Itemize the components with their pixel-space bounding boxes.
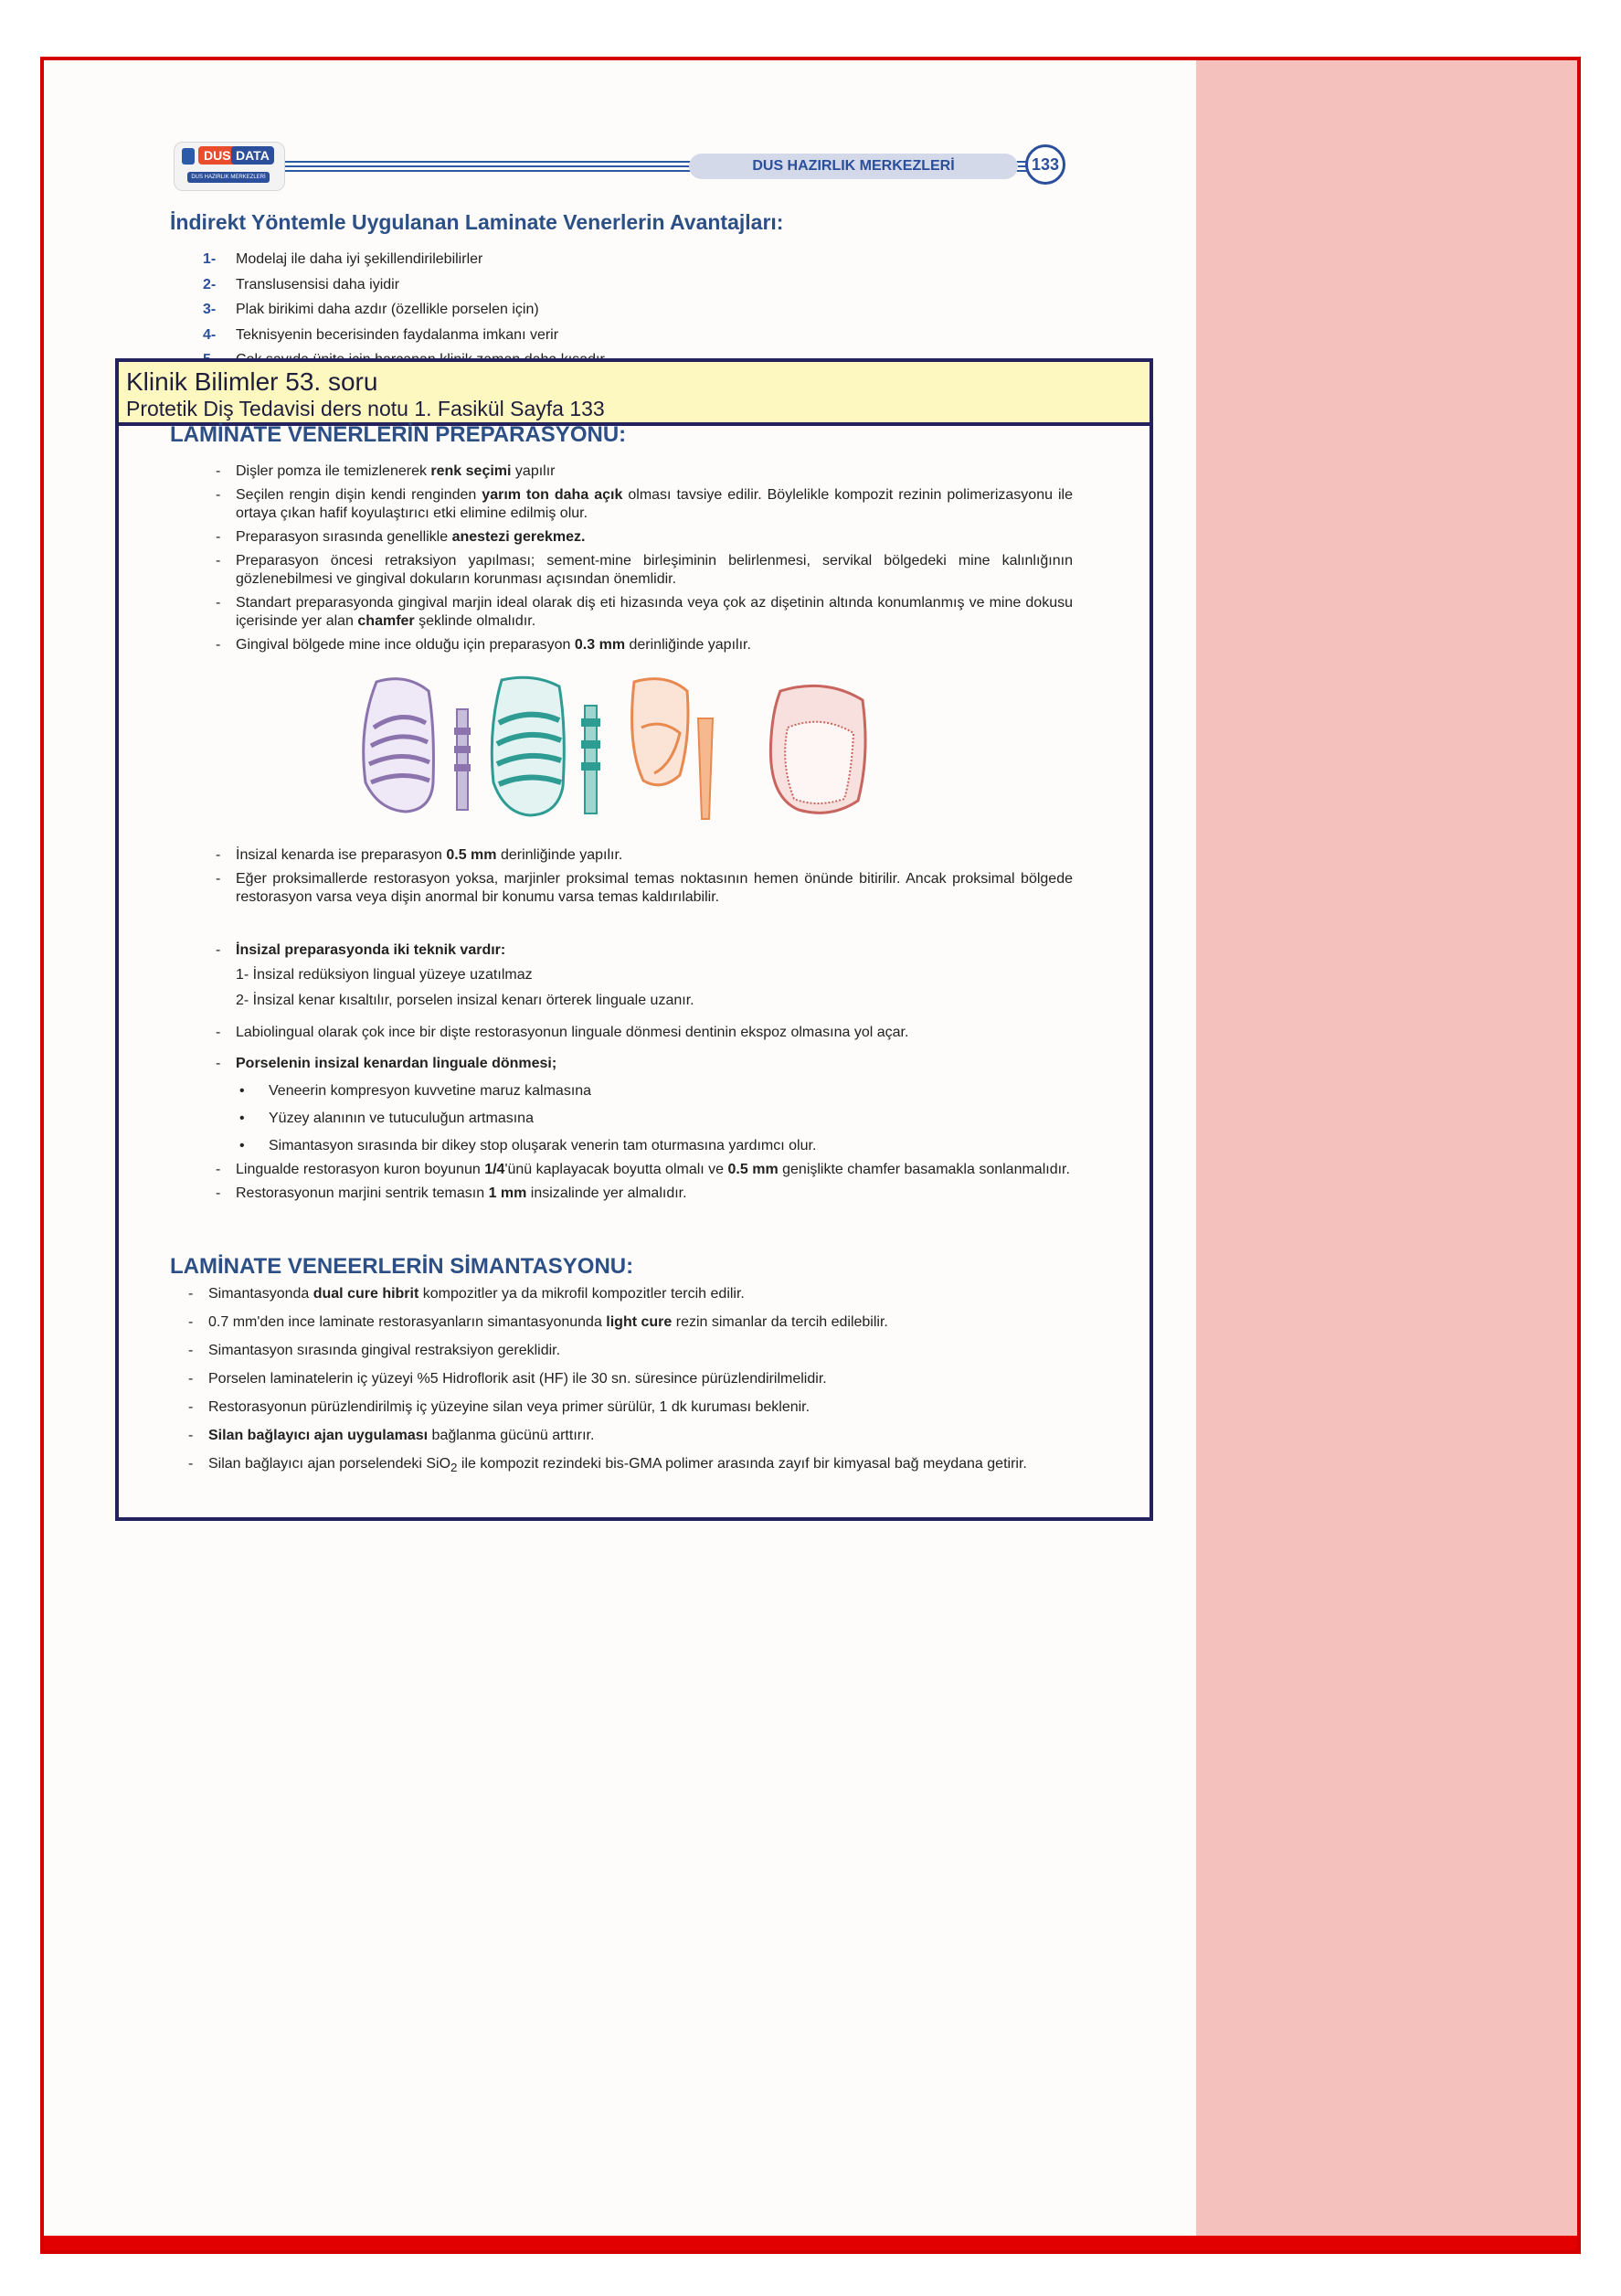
bottom-bar bbox=[44, 2236, 1577, 2250]
text: kompozitler ya da mikrofil kompozitler tercih edilir. bbox=[418, 1286, 745, 1302]
dash-marker: - bbox=[216, 871, 221, 887]
text: derinliğinde yapılır. bbox=[625, 637, 751, 653]
dash-marker: - bbox=[216, 463, 221, 479]
text: 0.7 mm'den ince laminate restorasyanların simantasyonunda bbox=[208, 1314, 607, 1330]
logo-subtitle: DUS HAZIRLIK MERKEZLERİ bbox=[187, 172, 270, 183]
bold-text: 0.3 mm bbox=[574, 637, 626, 653]
text: Simantasyonda bbox=[208, 1286, 313, 1302]
text: yapılır bbox=[511, 463, 556, 479]
bullet-item bbox=[216, 1137, 1073, 1155]
dash-marker: - bbox=[216, 553, 221, 569]
text: genişlikte chamfer basamakla sonlanmalıdır. bbox=[778, 1162, 1070, 1177]
veneer-illustrations bbox=[351, 673, 903, 837]
text: Simantasyon sırasında gingival restraksiyon gereklidir. bbox=[208, 1343, 561, 1358]
text: Seçilen rengin dişin kendi renginden bbox=[236, 487, 482, 503]
text: Preparasyon öncesi retraksiyon yapılması; sement-mine birleşiminin belirlenmesi, servikal bölgedeki mine kalınlığının gözlenebilmesi ve gingival dokuların korunması açısından önemlidir. bbox=[236, 553, 1073, 587]
cementation-title: LAMİNATE VENEERLERİN SİMANTASYONU: bbox=[170, 1254, 634, 1279]
tooth-figure-orange bbox=[632, 679, 713, 819]
list-item bbox=[216, 462, 1073, 481]
text: Restorasyonun pürüzlendirilmiş iç yüzeyine silan veya primer sürülür, 1 dk kuruması beklenir. bbox=[208, 1399, 810, 1415]
porcelain-section bbox=[216, 1055, 1073, 1164]
text: insizalinde yer almalıdır. bbox=[526, 1185, 687, 1201]
text: şeklinde olmalıdır. bbox=[414, 613, 536, 629]
list-item bbox=[188, 1342, 1073, 1360]
dash-marker: - bbox=[216, 637, 221, 653]
bullet-icon: • bbox=[239, 1138, 245, 1153]
note-line-1: Klinik Bilimler 53. soru bbox=[126, 367, 378, 396]
text: Restorasyonun marjini sentrik temasın bbox=[236, 1185, 489, 1201]
text: Lingualde restorasyon kuron boyunun bbox=[236, 1162, 485, 1177]
incisal-technique-1: 1- İnsizal redüksiyon lingual yüzeye uzatılmaz bbox=[236, 967, 533, 983]
tooth-figure-purple bbox=[364, 679, 471, 812]
labiolingual-text: Labiolingual olarak çok ince bir dişte restorasyonun linguale dönmesi dentinin ekspoz olmasına yol açar. bbox=[236, 1025, 909, 1040]
bold-text: 0.5 mm bbox=[446, 847, 497, 863]
side-panel bbox=[1196, 60, 1577, 2250]
text: Silan bağlayıcı ajan porselendeki SiO bbox=[208, 1456, 451, 1472]
note-line-2: Protetik Diş Tedavisi ders notu 1. Fasikül Sayfa 133 bbox=[126, 397, 605, 420]
preparation-list bbox=[216, 462, 1073, 660]
bold-text: yarım ton daha açık bbox=[482, 487, 623, 503]
bullet-item bbox=[216, 1110, 1073, 1128]
preparation-title: LAMİNATE VENERLERİN PREPARASYONU: bbox=[170, 422, 627, 447]
list-item bbox=[216, 528, 1073, 547]
bold-text: dual cure hibrit bbox=[313, 1286, 419, 1302]
dash-marker: - bbox=[188, 1286, 194, 1302]
dus-data-logo bbox=[174, 142, 285, 191]
bullet-icon: • bbox=[239, 1111, 245, 1126]
dash-marker: - bbox=[188, 1428, 194, 1443]
dash-marker: - bbox=[188, 1314, 194, 1330]
list-item bbox=[216, 1185, 1073, 1203]
item-text: Teknisyenin becerisinden faydalanma imkanı verir bbox=[236, 326, 559, 343]
bold-text: chamfer bbox=[357, 613, 415, 629]
bold-text: 1/4 bbox=[484, 1162, 505, 1177]
preparation-list-2 bbox=[216, 846, 1073, 912]
list-item: - Labiolingual olarak çok ince bir dişte restorasyonun linguale dönmesi dentinin ekspoz olmasına yol açar. bbox=[216, 1025, 909, 1040]
list-item bbox=[188, 1313, 1073, 1332]
porcelain-title: Porselenin insizal kenardan linguale dönmesi; bbox=[236, 1056, 557, 1071]
list-item bbox=[188, 1370, 1073, 1388]
item-text: Translusensisi daha iyidir bbox=[236, 276, 400, 292]
item-number: 1- bbox=[203, 251, 217, 267]
subscript: 2 bbox=[450, 1461, 458, 1475]
list-item bbox=[216, 846, 1073, 865]
text: Dişler pomza ile temizlenerek bbox=[236, 463, 431, 479]
text: olması tavsiye edilir. Böylelikle kompozit rezinin polimerizasyonu ile ortaya çıkan hafif koyulaştırıcı etki elimine edilmiş olur. bbox=[236, 487, 1073, 521]
text: Gingival bölgede mine ince olduğu için preparasyon bbox=[236, 637, 575, 653]
advantages-list bbox=[203, 247, 605, 373]
text: Porselen laminatelerin iç yüzeyi %5 Hidroflorik asit (HF) ile 30 sn. süresince pürüzlendirilmelidir. bbox=[208, 1371, 827, 1387]
bold-text: Silan bağlayıcı ajan uygulaması bbox=[208, 1428, 429, 1443]
cementation-list bbox=[188, 1285, 1073, 1487]
text: İnsizal kenarda ise preparasyon bbox=[236, 847, 447, 863]
tooth-icon bbox=[182, 148, 195, 165]
advantage-item bbox=[203, 272, 605, 298]
list-item bbox=[188, 1427, 1073, 1445]
dash-marker: - bbox=[216, 847, 221, 863]
item-number: 4- bbox=[203, 326, 217, 343]
note-banner bbox=[115, 358, 1153, 426]
advantage-item bbox=[203, 247, 605, 272]
list-item bbox=[188, 1285, 1073, 1303]
list-item bbox=[216, 636, 1073, 654]
item-text: Plak birikimi daha azdır (özellikle porselen için) bbox=[236, 302, 539, 317]
dash-marker: - bbox=[216, 487, 221, 503]
bold-text: 0.5 mm bbox=[727, 1162, 779, 1177]
logo-brand-1: DUS bbox=[198, 146, 237, 165]
dash-marker: - bbox=[188, 1456, 194, 1472]
item-number: 3- bbox=[203, 302, 217, 317]
list-item bbox=[216, 870, 1073, 907]
tooth-figure-teal bbox=[492, 677, 600, 815]
list-item bbox=[216, 552, 1073, 589]
dash-marker: - bbox=[188, 1371, 194, 1387]
header-title: DUS HAZIRLIK MERKEZLERİ bbox=[689, 154, 1018, 179]
list-item: - İnsizal preparasyonda iki teknik vardır: bbox=[216, 942, 506, 958]
text: Standart preparasyonda gingival marjin ideal olarak diş eti hizasında veya çok az dişetinin altında konumlanmış ve mine dokusu içerisinde yer alan bbox=[236, 595, 1073, 629]
list-item: - Porselenin insizal kenardan linguale dönmesi; bbox=[216, 1056, 557, 1071]
text: rezin simanlar da tercih edilebilir. bbox=[672, 1314, 888, 1330]
bold-text: anestezi gerekmez. bbox=[451, 529, 586, 545]
bullet-icon: • bbox=[239, 1083, 245, 1099]
list-item bbox=[216, 594, 1073, 631]
bold-text: 1 mm bbox=[488, 1185, 527, 1201]
dash-marker: - bbox=[216, 1185, 221, 1201]
text: Eğer proksimallerde restorasyon yoksa, marjinler proksimal temas noktasının hemen önünde bitirilir. Ancak proksimal bölgede restorasyon varsa veya dişin anormal bir konumu varsa temas kaldırılabilir. bbox=[236, 871, 1073, 905]
advantages-title: İndirekt Yöntemle Uygulanan Laminate Venerlerin Avantajları: bbox=[170, 210, 784, 234]
item-number: 2- bbox=[203, 276, 217, 292]
tooth-figure-red bbox=[770, 686, 865, 813]
dash-marker: - bbox=[188, 1343, 194, 1358]
incisal-technique-2: 2- İnsizal kenar kısaltılır, porselen insizal kenarı örterek linguale uzanır. bbox=[236, 993, 694, 1008]
incisal-section bbox=[216, 941, 1073, 965]
bullet-text: Veneerin kompresyon kuvvetine maruz kalmasına bbox=[269, 1083, 592, 1099]
text: 'ünü kaplayacak boyutta olmalı ve bbox=[504, 1162, 728, 1177]
logo-brand-2: DATA bbox=[231, 146, 274, 165]
dash-marker: - bbox=[216, 595, 221, 611]
text: derinliğinde yapılır. bbox=[496, 847, 623, 863]
bold-text: renk seçimi bbox=[430, 463, 512, 479]
bullet-text: Simantasyon sırasında bir dikey stop oluşarak venerin tam oturmasına yardımcı olur. bbox=[269, 1138, 817, 1153]
dash-marker: - bbox=[216, 1162, 221, 1177]
text: ile kompozit rezindeki bis-GMA polimer arasında zayıf bir kimyasal bağ meydana getirir. bbox=[457, 1456, 1027, 1472]
incisal-title: İnsizal preparasyonda iki teknik vardır: bbox=[236, 942, 506, 958]
bullet-item bbox=[216, 1082, 1073, 1100]
dash-marker: - bbox=[216, 529, 221, 545]
preparation-list-3 bbox=[216, 1161, 1073, 1208]
text: Preparasyon sırasında genellikle bbox=[236, 529, 452, 545]
advantage-item bbox=[203, 297, 605, 323]
dash-marker: - bbox=[188, 1399, 194, 1415]
bullet-text: Yüzey alanının ve tutuculuğun artmasına bbox=[269, 1111, 534, 1126]
labiolingual-section bbox=[216, 1024, 1073, 1047]
list-item bbox=[188, 1398, 1073, 1417]
list-item bbox=[188, 1455, 1073, 1477]
bold-text: light cure bbox=[606, 1314, 673, 1330]
text: bağlanma gücünü arttırır. bbox=[428, 1428, 595, 1443]
page-number: 133 bbox=[1025, 144, 1065, 185]
list-item bbox=[216, 1161, 1073, 1179]
list-item bbox=[216, 486, 1073, 523]
item-text: Modelaj ile daha iyi şekillendirilebilirler bbox=[236, 251, 483, 267]
advantage-item bbox=[203, 323, 605, 348]
